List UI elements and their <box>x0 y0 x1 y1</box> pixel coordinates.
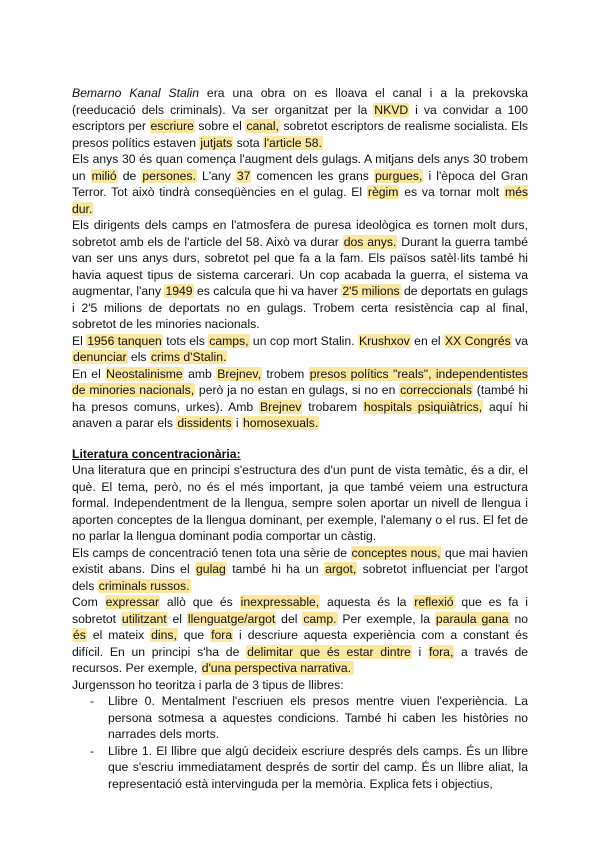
paragraph-conceptes: Els camps de concentració tenen tota una sèrie de conceptes nous, que mai havien existit abans. Dins el gulag també hi ha un argot, sobretot influenciat per l'argot dels criminals russos. <box>72 545 528 593</box>
highlight: purgues, <box>374 168 423 183</box>
book-title: Bemarno Kanal Stalin <box>72 86 199 100</box>
highlight <box>352 661 354 675</box>
paragraph-literatura: Una literatura que en principi s'estructura des d'un punt de vista temàtic, és a dir, el què. El tema, però, no és el més important, ja que també veiem una estructura formal. Independentment de la llengua, sempre solen aportar un nivell de llengua i aporten conceptes de la llengua dominant, per exemple, l'alemany o el rus. El fet de no parlar la llengua dominant podia comportar un càstig. <box>72 463 528 543</box>
list-item: - Llibre 1. El llibre que algú decideix escriure després dels camps. És un llibre que s'escriu immediatament després de sortir del camp. És un llibre aliat, la representació està intervinguda per la memòria. Explica fets i objectius, <box>90 743 528 791</box>
paragraph-anys-30: Els anys 30 és quan comença l'augment dels gulags. A mitjans dels anys 30 trobem un milió de persones. L'any 37 comencen les grans purgues, i l'època del Gran Terror. Tot això tindrà conseqüències en el gulag. El règim es va tornar molt més dur. <box>72 152 528 216</box>
highlight: crims d'Stalin. <box>150 350 227 364</box>
highlight: conceptes nous, <box>351 545 441 560</box>
highlight: dins, <box>151 628 177 642</box>
highlight: camps, <box>209 333 249 348</box>
highlight: d'una perspectiva narrativa. <box>201 661 352 675</box>
book-types-list <box>72 693 528 792</box>
highlight: milió <box>91 168 117 183</box>
highlight: expressar <box>105 595 160 609</box>
paragraph-kanal: Bemarno Kanal Stalin era una obra on es lloava el canal i a la prekovska (reeducació dels criminals). Va ser organitzat per la NKVD i va convidar a 100 escriptors per escriure sobre el canal, sobretot escriptors de realisme socialista. Els presos polítics estaven jutjats sota l'article 58. <box>72 86 529 150</box>
highlight: argot, <box>325 562 357 576</box>
highlight: homosexuals. <box>243 416 319 430</box>
highlight: correccionals <box>400 383 472 397</box>
bullet-dash: - <box>90 694 95 708</box>
highlight: més dur. <box>72 185 528 216</box>
highlight: l'article 58. <box>264 135 322 150</box>
highlight: Neostalinisme <box>106 366 183 381</box>
highlight: jutjats <box>200 135 233 150</box>
paragraph-dirigents: Els dirigents dels camps en l'atmosfera de puresa ideològica es tornen molt durs, sobretot amb els de l'article del 58. Això va durar dos anys. Durant la guerra també van ser uns anys durs, sobretot pel que fa a la fam. Els països satèl·lits també hi havia aquest tipus de sistema carcerari. Un cop acabada la guerra, el sistema va augmentar, l'any 1949 es calcula que hi va haver 2'5 milions de deportats en gulags i 2'5 milions de deportats no en gulags. Trobem certa resistència cap al final, sobretot de les minories nacionals. <box>72 218 529 331</box>
section-heading: Literatura concentracionària: <box>72 446 241 461</box>
highlight: Brejnev, <box>217 366 262 381</box>
highlight: dissidents <box>177 416 232 430</box>
highlight: llenguatge/argot <box>187 611 276 626</box>
highlight: denunciar <box>73 350 127 364</box>
highlight: paraula gana <box>435 611 509 626</box>
highlight: 1949 <box>165 284 193 298</box>
highlight: presos polítics "reals", independentistes de minories nacionals, <box>72 366 528 397</box>
highlight: règim <box>367 185 399 199</box>
highlight: Krushxov <box>358 333 410 348</box>
highlight: reflexió <box>414 595 454 609</box>
highlight: inexpressable, <box>240 595 320 609</box>
highlight: gulag <box>196 562 226 576</box>
paragraph-expressar: Com expressar allò que és inexpressable, aquesta és la reflexió que es fa i sobretot utilitzant el llenguatge/argot del camp. Per exemple, la paraula gana no és el mateix dins, que fora i descriure aquesta experiència com a constant és difícil. En un principi s'ha de delimitar que és estar dintre i fora, a través de recursos. Per exemple, d'una perspectiva narrativa. <box>72 595 529 675</box>
highlight: escriure <box>150 119 194 133</box>
bullet-dash: - <box>90 743 95 758</box>
highlight: 2'5 milions <box>342 284 400 298</box>
highlight: Brejnev <box>260 399 302 414</box>
highlight: camp. <box>303 611 337 626</box>
highlight: dos anys. <box>343 234 397 249</box>
highlight: fora <box>211 628 233 642</box>
highlight: 1956 tanquen <box>87 333 162 348</box>
highlight: criminals russos. <box>98 578 190 593</box>
paragraph-neostalinisme: En el Neostalinisme amb Brejnev, trobem presos polítics "reals", independentistes de minories nacionals, però ja no estan en gulags, si no en correccionals (també hi ha presos comuns, urkes). Amb Brejnev trobarem hospitals psiquiàtrics, aquí hi anaven a parar els dissidents i homosexuals. <box>72 366 528 430</box>
highlight: és <box>73 628 86 642</box>
highlight: XX Congrés <box>445 333 511 348</box>
highlight: canal, <box>246 119 279 133</box>
highlight: persones. <box>142 168 196 183</box>
highlight: utilitzant <box>121 611 167 626</box>
highlight: NKVD <box>374 102 409 117</box>
paragraph-jurgensson: Jurgensson ho teoritza i parla de 3 tipus de llibres: <box>72 677 344 692</box>
document-page <box>72 85 528 792</box>
highlight: delimitar que és estar dintre <box>247 644 411 659</box>
highlight: 37 <box>236 168 251 183</box>
list-item: - Llibre 0. Mentalment l'escriuen els presos mentre viuen l'experiència. La persona sotmesa a aquestes condicions. També hi caben les històries no narrades dels morts. <box>90 694 528 741</box>
highlight: hospitals psiquiàtrics, <box>363 399 483 414</box>
paragraph-1956: El 1956 tanquen tots els camps, un cop mort Stalin. Krushxov en el XX Congrés va denunciar els crims d'Stalin. <box>72 333 528 364</box>
highlight: fora, <box>428 644 454 659</box>
